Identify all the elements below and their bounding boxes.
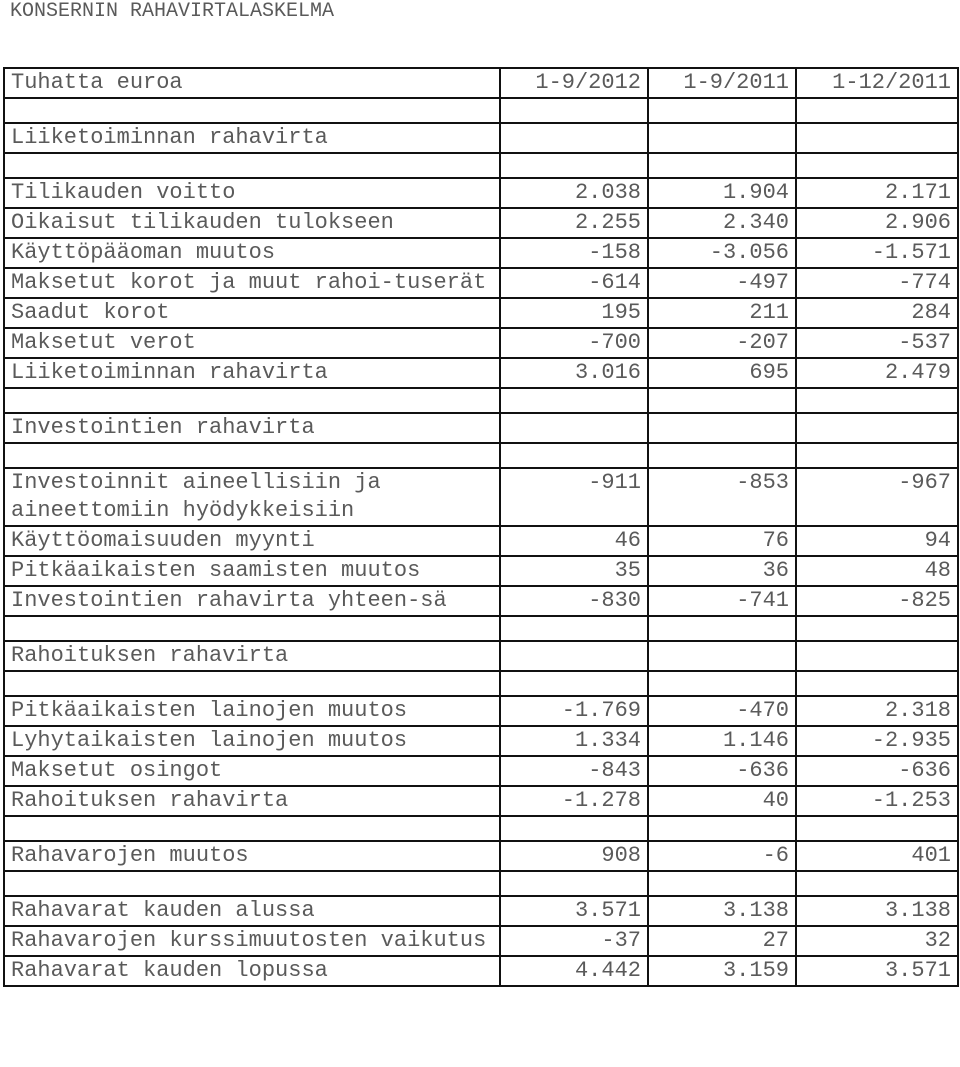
- value-cell: -2.935: [796, 726, 958, 756]
- section-heading-row: [4, 123, 958, 153]
- spacer-cell: [648, 871, 796, 896]
- spacer-cell: [4, 816, 500, 841]
- value-cell: 32: [796, 926, 958, 956]
- value-cell: -774: [796, 268, 958, 298]
- row-label: Investoinnit aineellisiin ja aineettomiin hyödykkeisiin: [4, 468, 500, 526]
- empty-cell: [648, 413, 796, 443]
- value-cell: 3.016: [500, 358, 648, 388]
- section-heading: Liiketoiminnan rahavirta: [4, 123, 500, 153]
- header-label-cell: Tuhatta euroa: [4, 68, 500, 98]
- table-row: [4, 726, 958, 756]
- spacer-cell: [796, 671, 958, 696]
- value-cell: -636: [648, 756, 796, 786]
- table-row: [4, 328, 958, 358]
- value-cell: 2.340: [648, 208, 796, 238]
- value-cell: 46: [500, 526, 648, 556]
- spacer-cell: [648, 816, 796, 841]
- value-cell: -636: [796, 756, 958, 786]
- table-row: [4, 841, 958, 871]
- value-cell: -537: [796, 328, 958, 358]
- table-row: [4, 268, 958, 298]
- row-label: Maksetut verot: [4, 328, 500, 358]
- spacer-cell: [648, 98, 796, 123]
- section-heading-row: [4, 413, 958, 443]
- row-label: Maksetut osingot: [4, 756, 500, 786]
- spacer-cell: [500, 871, 648, 896]
- value-cell: 401: [796, 841, 958, 871]
- value-cell: -843: [500, 756, 648, 786]
- value-cell: -825: [796, 586, 958, 616]
- spacer-row: [4, 616, 958, 641]
- spacer-cell: [648, 616, 796, 641]
- value-cell: -497: [648, 268, 796, 298]
- empty-cell: [796, 413, 958, 443]
- empty-cell: [500, 641, 648, 671]
- row-label: Rahavarojen kurssimuutosten vaikutus: [4, 926, 500, 956]
- spacer-row: [4, 816, 958, 841]
- row-label: Rahavarojen muutos: [4, 841, 500, 871]
- row-label: Maksetut korot ja muut rahoi-tuserät: [4, 268, 500, 298]
- value-cell: 211: [648, 298, 796, 328]
- spacer-cell: [796, 443, 958, 468]
- spacer-row: [4, 388, 958, 413]
- spacer-cell: [4, 98, 500, 123]
- spacer-row: [4, 871, 958, 896]
- spacer-cell: [796, 98, 958, 123]
- value-cell: 695: [648, 358, 796, 388]
- value-cell: -3.056: [648, 238, 796, 268]
- table-row: [4, 468, 958, 526]
- row-label: Pitkäaikaisten lainojen muutos: [4, 696, 500, 726]
- table-row: [4, 238, 958, 268]
- value-cell: -614: [500, 268, 648, 298]
- spacer-cell: [796, 616, 958, 641]
- empty-cell: [796, 641, 958, 671]
- value-cell: 2.038: [500, 178, 648, 208]
- value-cell: -853: [648, 468, 796, 526]
- value-cell: 4.442: [500, 956, 648, 986]
- spacer-cell: [4, 153, 500, 178]
- value-cell: 2.318: [796, 696, 958, 726]
- empty-cell: [648, 641, 796, 671]
- spacer-cell: [648, 153, 796, 178]
- value-cell: 195: [500, 298, 648, 328]
- value-cell: -741: [648, 586, 796, 616]
- value-cell: 1.904: [648, 178, 796, 208]
- header-period-cell: 1-12/2011: [796, 68, 958, 98]
- value-cell: -700: [500, 328, 648, 358]
- spacer-cell: [500, 671, 648, 696]
- value-cell: 35: [500, 556, 648, 586]
- value-cell: -1.253: [796, 786, 958, 816]
- spacer-cell: [4, 671, 500, 696]
- table-row: [4, 556, 958, 586]
- value-cell: 2.479: [796, 358, 958, 388]
- row-label: Rahavarat kauden alussa: [4, 896, 500, 926]
- value-cell: 94: [796, 526, 958, 556]
- cash-flow-table-body: [4, 68, 958, 986]
- table-row: [4, 358, 958, 388]
- value-cell: 3.571: [796, 956, 958, 986]
- cash-flow-table: [3, 67, 959, 987]
- spacer-cell: [796, 871, 958, 896]
- value-cell: 40: [648, 786, 796, 816]
- section-heading: Investointien rahavirta: [4, 413, 500, 443]
- row-label: Investointien rahavirta yhteen-sä: [4, 586, 500, 616]
- spacer-cell: [796, 816, 958, 841]
- value-cell: 2.906: [796, 208, 958, 238]
- empty-cell: [648, 123, 796, 153]
- spacer-cell: [500, 816, 648, 841]
- row-label: Oikaisut tilikauden tulokseen: [4, 208, 500, 238]
- spacer-row: [4, 443, 958, 468]
- value-cell: 76: [648, 526, 796, 556]
- spacer-cell: [500, 98, 648, 123]
- row-label: Liiketoiminnan rahavirta: [4, 358, 500, 388]
- value-cell: -911: [500, 468, 648, 526]
- spacer-cell: [648, 671, 796, 696]
- spacer-cell: [4, 616, 500, 641]
- section-heading-row: [4, 641, 958, 671]
- value-cell: 1.146: [648, 726, 796, 756]
- row-label: Pitkäaikaisten saamisten muutos: [4, 556, 500, 586]
- spacer-cell: [648, 388, 796, 413]
- row-label: Saadut korot: [4, 298, 500, 328]
- table-row: [4, 586, 958, 616]
- table-row: [4, 786, 958, 816]
- page-title: KONSERNIN RAHAVIRTALASKELMA: [10, 0, 335, 23]
- spacer-row: [4, 153, 958, 178]
- section-heading: Rahoituksen rahavirta: [4, 641, 500, 671]
- value-cell: 2.255: [500, 208, 648, 238]
- spacer-row: [4, 671, 958, 696]
- value-cell: -37: [500, 926, 648, 956]
- value-cell: 3.159: [648, 956, 796, 986]
- spacer-cell: [796, 153, 958, 178]
- table-row: [4, 896, 958, 926]
- table-row: [4, 756, 958, 786]
- value-cell: -967: [796, 468, 958, 526]
- empty-cell: [796, 123, 958, 153]
- empty-cell: [500, 413, 648, 443]
- table-row: [4, 208, 958, 238]
- row-label: Käyttöpääoman muutos: [4, 238, 500, 268]
- value-cell: -1.278: [500, 786, 648, 816]
- table-row: [4, 696, 958, 726]
- value-cell: -1.769: [500, 696, 648, 726]
- header-period-cell: 1-9/2012: [500, 68, 648, 98]
- spacer-cell: [648, 443, 796, 468]
- spacer-cell: [500, 388, 648, 413]
- spacer-cell: [796, 388, 958, 413]
- row-label: Rahoituksen rahavirta: [4, 786, 500, 816]
- table-row: [4, 956, 958, 986]
- spacer-cell: [4, 443, 500, 468]
- table-row: [4, 926, 958, 956]
- spacer-cell: [500, 616, 648, 641]
- value-cell: -158: [500, 238, 648, 268]
- value-cell: -470: [648, 696, 796, 726]
- header-period-cell: 1-9/2011: [648, 68, 796, 98]
- value-cell: -1.571: [796, 238, 958, 268]
- value-cell: 3.138: [796, 896, 958, 926]
- value-cell: -830: [500, 586, 648, 616]
- value-cell: 1.334: [500, 726, 648, 756]
- empty-cell: [500, 123, 648, 153]
- value-cell: 3.138: [648, 896, 796, 926]
- value-cell: 36: [648, 556, 796, 586]
- value-cell: 27: [648, 926, 796, 956]
- row-label: Tilikauden voitto: [4, 178, 500, 208]
- spacer-row: [4, 98, 958, 123]
- header-row: [4, 68, 958, 98]
- table-row: [4, 526, 958, 556]
- table-row: [4, 178, 958, 208]
- spacer-cell: [500, 443, 648, 468]
- value-cell: -207: [648, 328, 796, 358]
- value-cell: 284: [796, 298, 958, 328]
- table-row: [4, 298, 958, 328]
- value-cell: 2.171: [796, 178, 958, 208]
- row-label: Rahavarat kauden lopussa: [4, 956, 500, 986]
- row-label: Käyttöomaisuuden myynti: [4, 526, 500, 556]
- row-label: Lyhytaikaisten lainojen muutos: [4, 726, 500, 756]
- spacer-cell: [500, 153, 648, 178]
- spacer-cell: [4, 871, 500, 896]
- value-cell: 3.571: [500, 896, 648, 926]
- value-cell: 48: [796, 556, 958, 586]
- value-cell: -6: [648, 841, 796, 871]
- value-cell: 908: [500, 841, 648, 871]
- spacer-cell: [4, 388, 500, 413]
